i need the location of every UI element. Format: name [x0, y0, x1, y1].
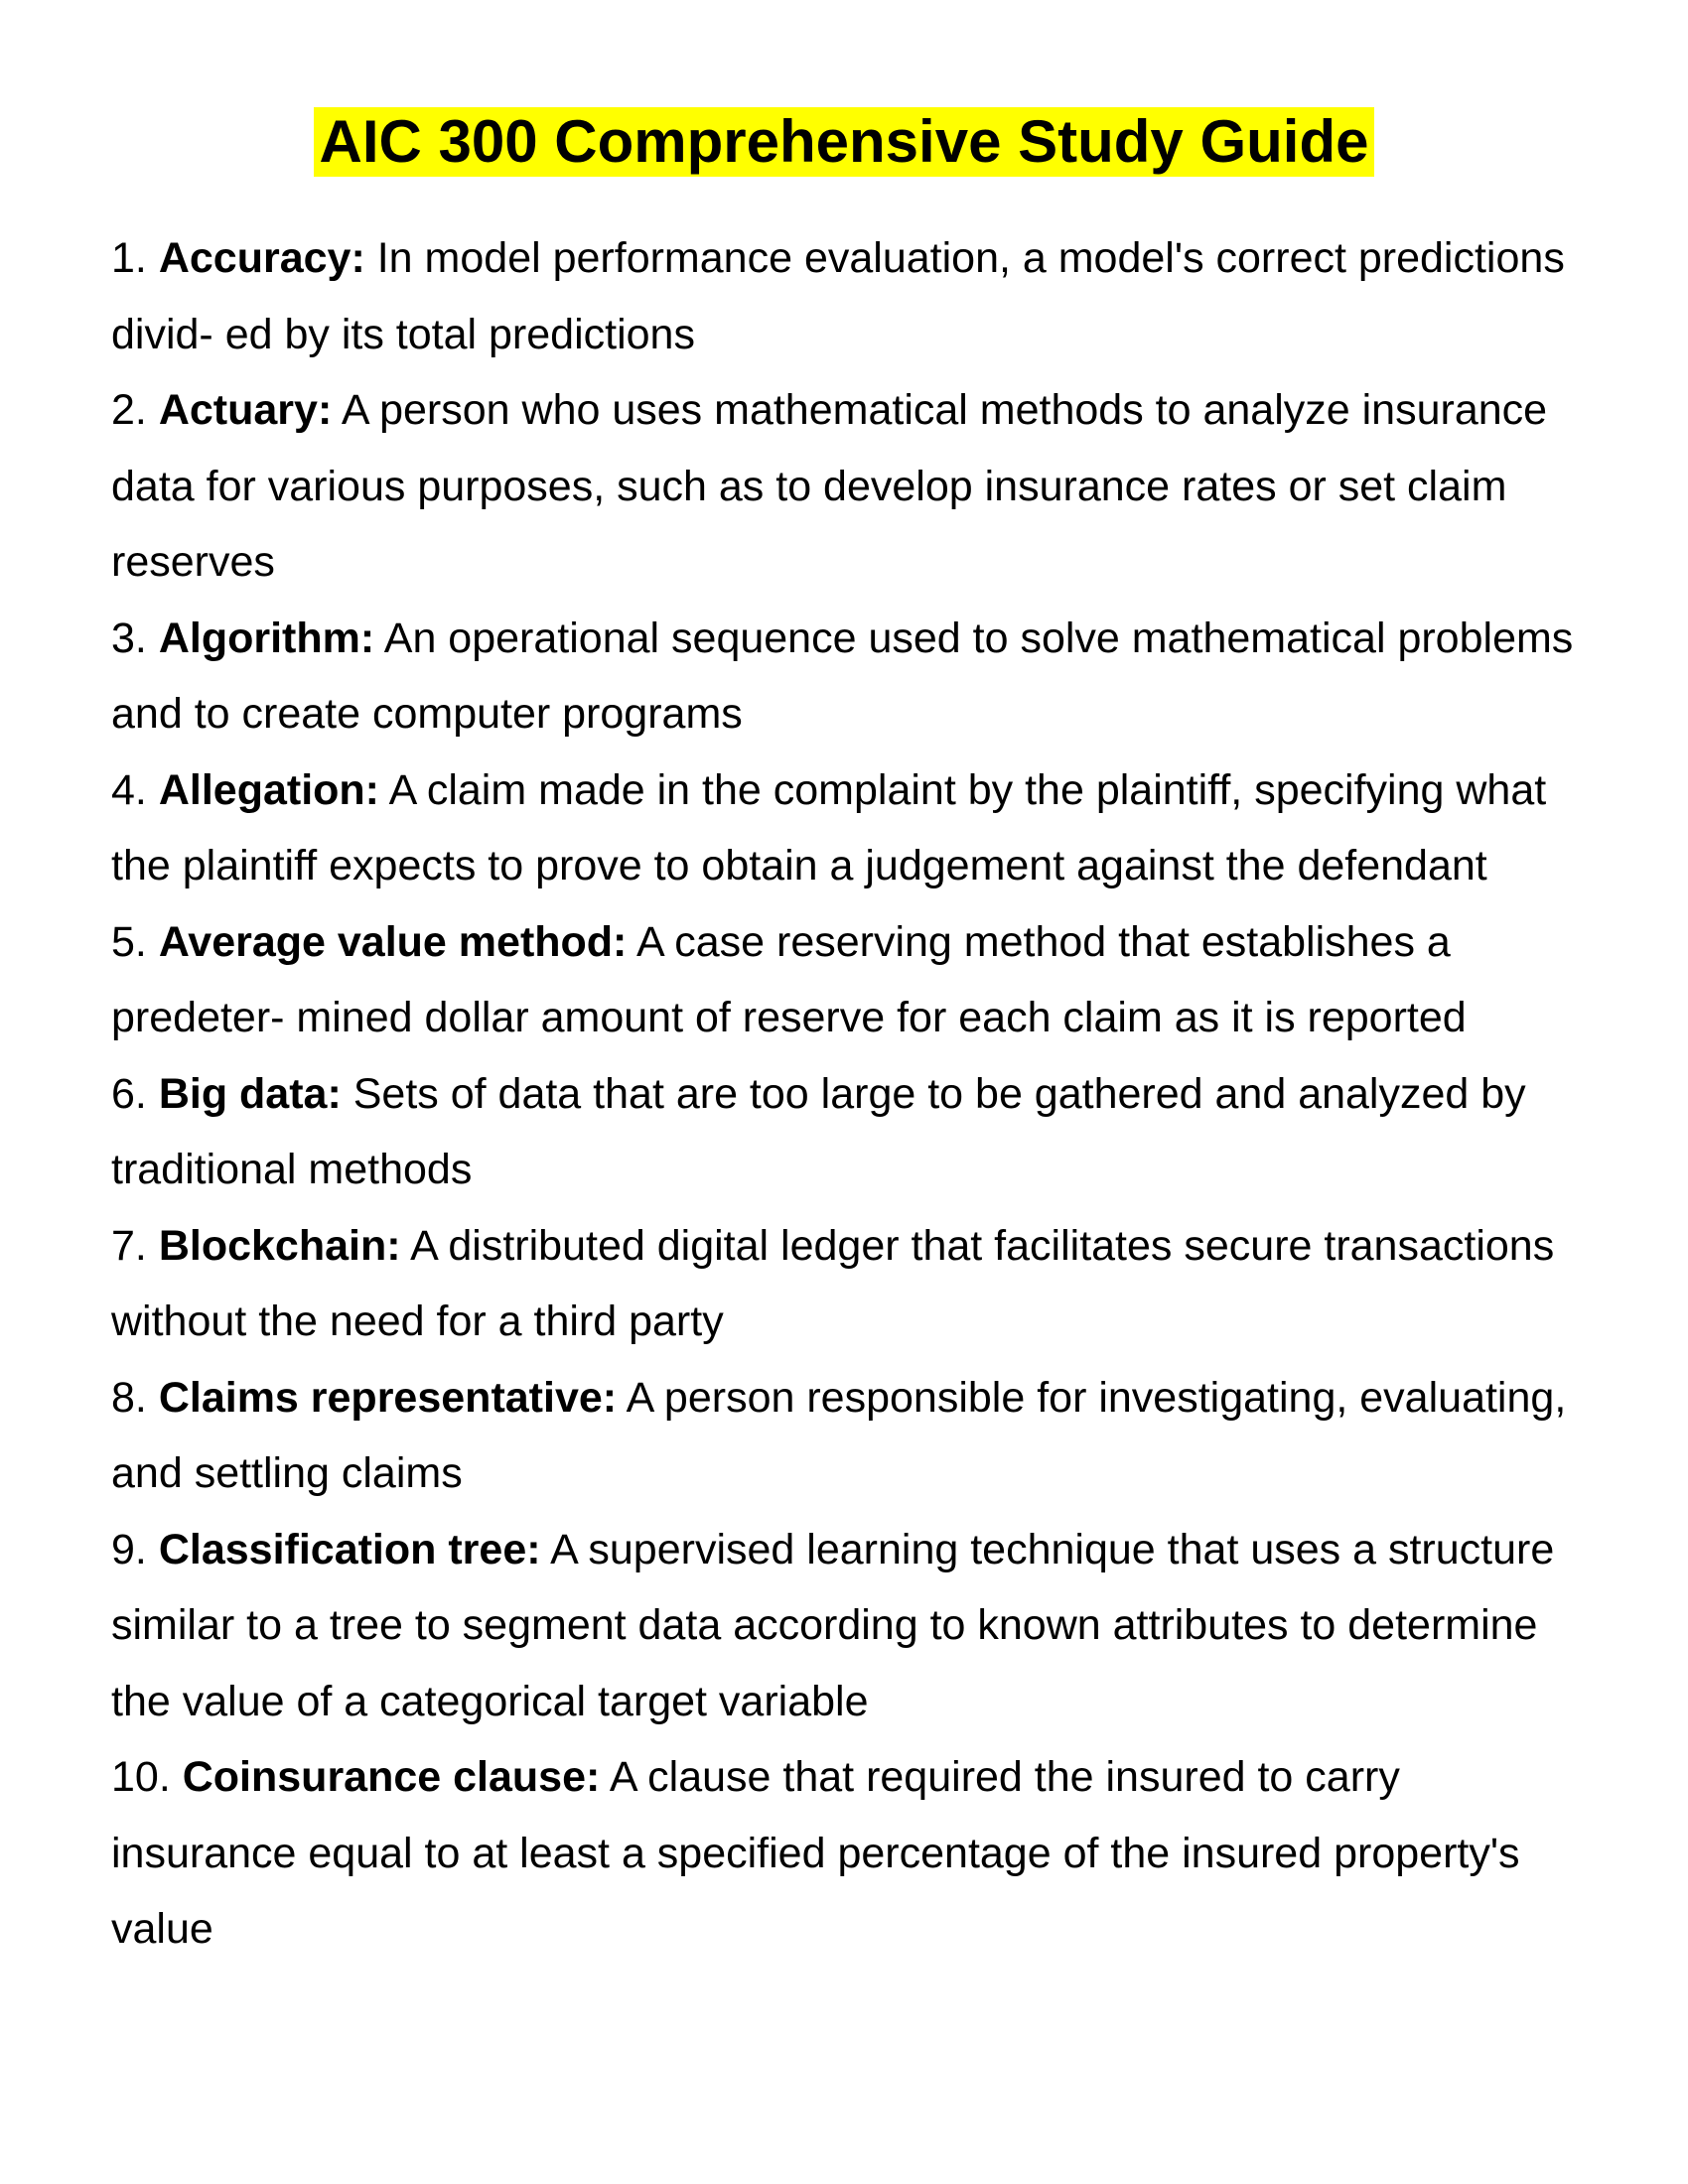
glossary-entry [111, 372, 1591, 601]
glossary-list [111, 220, 1591, 1968]
entry-definition: A claim made in the complaint by the plaintiff, specifying what the plaintiff expects to prove to obtain a judgement against the defendant [111, 765, 1547, 889]
entry-term: Coinsurance clause: [182, 1753, 601, 1801]
glossary-entry [111, 752, 1591, 904]
entry-definition: A clause that required the insured to carry insurance equal to at least a specified percentage of the insured property's value [111, 1753, 1520, 1953]
glossary-entry [111, 904, 1591, 1056]
entry-definition: In model performance evaluation, a model's correct predictions divid- ed by its total predictions [111, 234, 1565, 358]
entry-term: Average value method: [158, 917, 628, 966]
entry-number: 1. [111, 234, 147, 282]
entry-definition: A supervised learning technique that uses a structure similar to a tree to segment data according to known attributes to determine the value of a categorical target variable [111, 1525, 1555, 1725]
entry-definition: Sets of data that are too large to be gathered and analyzed by traditional methods [111, 1069, 1526, 1193]
entry-number: 7. [111, 1221, 147, 1270]
entry-definition: A person who uses mathematical methods to analyze insurance data for various purposes, such as to develop insurance rates or set claim reserves [111, 386, 1548, 586]
entry-term: Big data: [158, 1069, 342, 1118]
entry-definition: A distributed digital ledger that facilitates secure transactions without the need for a third party [111, 1221, 1555, 1345]
glossary-entry [111, 220, 1591, 372]
entry-term: Algorithm: [158, 614, 375, 662]
entry-number: 6. [111, 1069, 147, 1118]
page-title: AIC 300 Comprehensive Study Guide [314, 107, 1375, 177]
entry-definition: A person responsible for investigating, evaluating, and settling claims [111, 1373, 1567, 1497]
entry-number: 10. [111, 1753, 171, 1801]
entry-term: Actuary: [158, 386, 333, 434]
glossary-entry [111, 1739, 1591, 1968]
title-container [0, 107, 1688, 177]
entry-term: Classification tree: [158, 1525, 541, 1573]
entry-number: 4. [111, 765, 147, 814]
glossary-entry [111, 1360, 1591, 1512]
entry-number: 5. [111, 917, 147, 966]
entry-number: 2. [111, 386, 147, 434]
entry-number: 3. [111, 614, 147, 662]
glossary-entry [111, 1208, 1591, 1360]
glossary-entry [111, 1512, 1591, 1740]
entry-term: Accuracy: [158, 234, 365, 282]
entry-term: Claims representative: [158, 1373, 618, 1422]
entry-definition: A case reserving method that establishes a predeter- mined dollar amount of reserve for each claim as it is reported [111, 917, 1467, 1041]
glossary-entry [111, 1056, 1591, 1208]
glossary-entry [111, 601, 1591, 752]
entry-term: Blockchain: [158, 1221, 401, 1270]
entry-term: Allegation: [158, 765, 379, 814]
entry-definition: An operational sequence used to solve mathematical problems and to create computer programs [111, 614, 1574, 738]
entry-number: 8. [111, 1373, 147, 1422]
entry-number: 9. [111, 1525, 147, 1573]
